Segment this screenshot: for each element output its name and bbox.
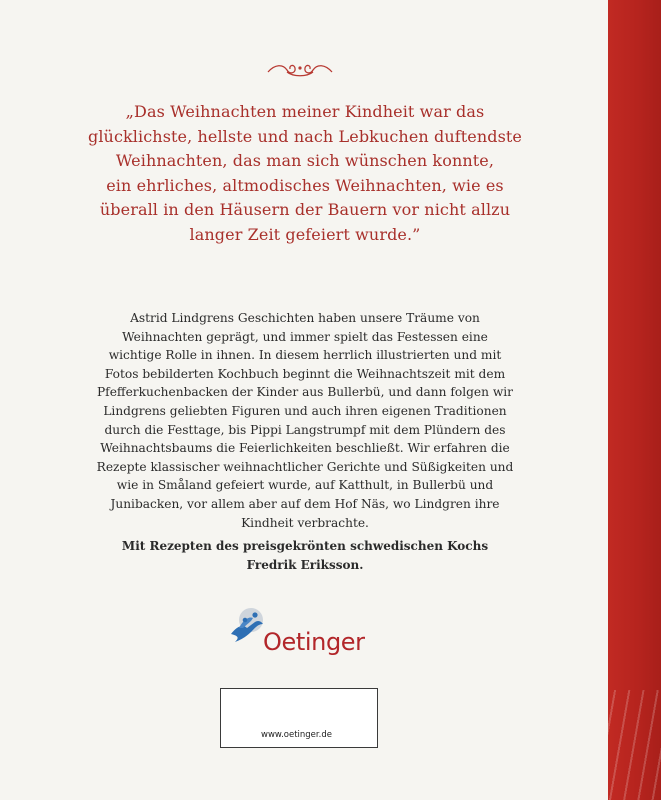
publisher-url[interactable]: www.oetinger.de [261,730,332,740]
publisher-name: Oetinger [263,628,365,656]
recipe-credits [60,537,550,574]
quote-line: langer Zeit gefeiert wurde.” [189,224,421,244]
dancing-figures-icon [225,606,267,646]
description-line: wichtige Rolle in ihnen. In diesem herrlich illustrierten und mit [108,348,502,363]
red-spine [608,0,661,800]
description-line: Kindheit verbrachte. [241,515,369,530]
description-line: Pfefferkuchenbacken der Kinder aus Bullerbü, und dann folgen wir [96,385,514,400]
description-line: Weihnachtsbaums die Feierlichkeiten beschließt. Wir erfahren die [100,441,510,456]
spine-pattern [608,690,661,800]
oetinger-logo [225,606,375,666]
quote-line: überall in den Häusern der Bauern vor nicht allzu [99,200,511,219]
credits-line: Fredrik Eriksson. [246,557,364,572]
description-line: Astrid Lindgrens Geschichten haben unsere Träume von [130,311,480,325]
barcode-placeholder [220,688,378,748]
description-line: Lindgrens geliebten Figuren und auch ihren eigenen Traditionen [103,403,507,418]
description-line: Weihnachten geprägt, und immer spielt das Festessen eine [122,329,488,344]
quote-line: glücklichste, hellste und nach Lebkuchen duftendste [87,126,523,146]
quote-line: „Das Weihnachten meiner Kindheit war das [125,102,485,121]
quote-block [60,100,550,247]
description-line: Fotos bebilderten Kochbuch beginnt die Weihnachtszeit mit dem [104,366,506,381]
quote-line: Weihnachten, das man sich wünschen konnte, [115,151,495,170]
description-line: Rezepte klassischer weihnachtlicher Gerichte und Süßigkeiten und [96,459,514,474]
description-line: durch die Festtage, bis Pippi Langstrumpf mit dem Plündern des [104,422,506,437]
description-line: Junibacken, vor allem aber auf dem Hof Näs, wo Lindgren ihre [110,496,500,511]
description-paragraph [60,309,550,532]
quote-line: ein ehrliches, altmodisches Weihnachten, wie es [106,175,504,195]
description-line: wie in Småland gefeiert wurde, auf Katthult, in Bullerbü und [116,478,494,493]
credits-line: Mit Rezepten des preisgekrönten schwedischen Kochs [121,539,489,553]
flourish-ornament-icon [265,60,335,80]
